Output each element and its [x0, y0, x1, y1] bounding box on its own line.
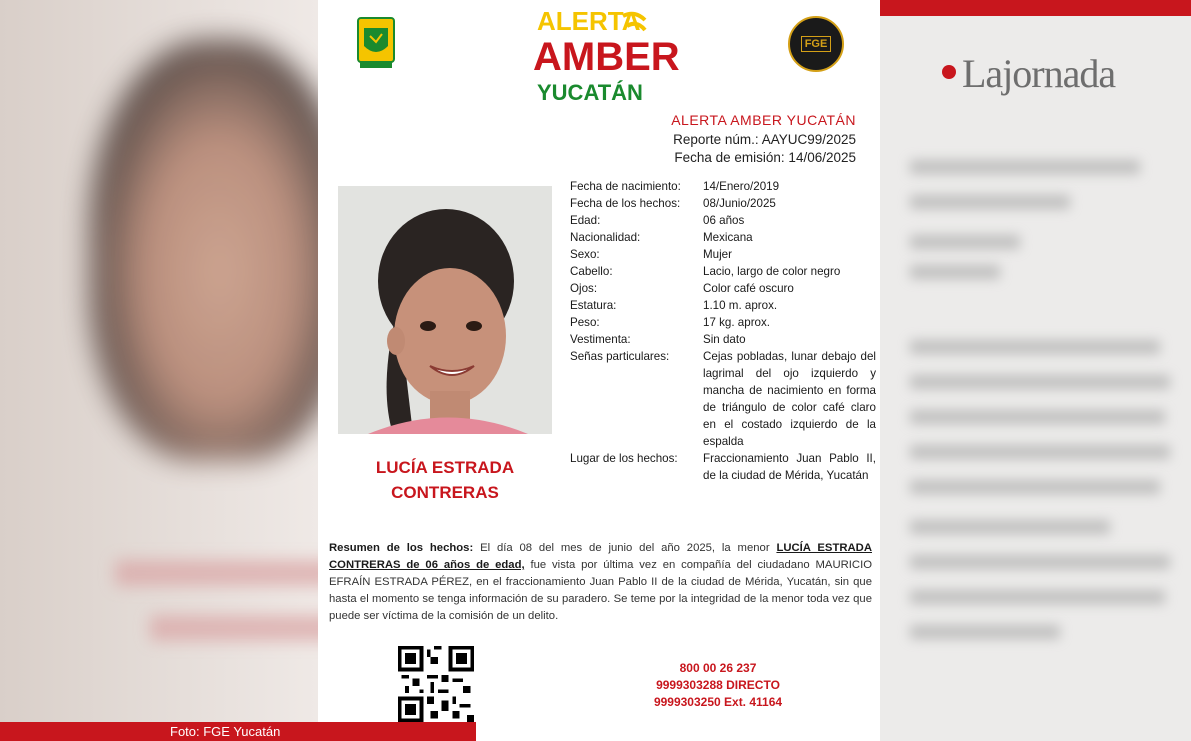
detail-row: Estatura: 1.10 m. aprox.	[570, 299, 778, 312]
logo-line-amber: AMBER	[533, 35, 680, 79]
blurred-background-right	[880, 0, 1191, 741]
contact-phones	[618, 660, 818, 711]
photo-credit: Foto: FGE Yucatán	[170, 724, 281, 739]
alert-title: ALERTA AMBER YUCATÁN	[671, 112, 856, 128]
logo-line-yucatan: YUCATÁN	[537, 80, 643, 105]
detail-row: Edad: 06 años	[570, 214, 745, 227]
summary-highlight: LUCÍA ESTRADA CONTRERAS de 06 años de edad,	[329, 542, 872, 571]
blurred-text	[115, 560, 335, 586]
detail-row: Lugar de los hechos: Fraccionamiento Juan Pablo II, de la ciudad de Mérida, Yucatán	[570, 452, 876, 482]
blurred-text	[150, 615, 340, 641]
child-portrait	[338, 186, 552, 434]
child-name-line1: LUCÍA ESTRADA	[375, 458, 515, 477]
logo-line-alerta: ALERTA	[537, 6, 641, 36]
detail-row: Fecha de nacimiento: 14/Enero/2019	[570, 180, 780, 193]
alerta-amber-logo	[533, 6, 680, 106]
detail-row: Sexo: Mujer	[570, 248, 732, 261]
phone-line: 800 00 26 237	[679, 661, 757, 675]
logo-dot-icon	[942, 65, 956, 79]
amber-alert-poster	[318, 0, 880, 741]
summary-label: Resumen de los hechos:	[329, 542, 474, 554]
detail-row: Señas particulares: Cejas pobladas, lunar debajo del lagrimal del ojo izquierdo y mancha de nacimiento en forma de triángulo de color café claro en el costado izquierdo de la espalda	[570, 350, 876, 448]
yucatan-coat-of-arms-icon	[356, 16, 396, 70]
detail-row: Vestimenta: Sin dato	[570, 333, 746, 346]
detail-row: Cabello: Lacio, largo de color negro	[570, 265, 841, 278]
child-name-line2: CONTRERAS	[391, 483, 499, 502]
detail-row: Nacionalidad: Mexicana	[570, 231, 753, 244]
report-number: Reporte núm.: AAYUC99/2025	[673, 132, 856, 147]
details-table	[570, 178, 876, 484]
facts-summary: Resumen de los hechos: El día 08 del mes de junio del año 2025, la menor LUCÍA ESTRADA CONTRERAS de 06 años de edad, fue vista por última vez en compañía del ciudadano MAURICIO EFRAÍN ESTRADA PÉREZ, en el fraccionamiento Juan Pablo II de la ciudad de Mérida, Yucatán, sin que hasta el momento se tenga información de su paradero. Se teme por la integridad de la menor toda vez que puede ser víctima de la comisión de un delito.	[329, 542, 872, 622]
detail-row: Fecha de los hechos: 08/Junio/2025	[570, 197, 776, 210]
fge-seal-icon: FGE	[788, 16, 844, 72]
blurred-photo	[90, 40, 350, 460]
issue-date: Fecha de emisión: 14/06/2025	[674, 150, 856, 165]
phone-line: 9999303288 DIRECTO	[656, 678, 780, 692]
blurred-background-left	[0, 0, 318, 741]
detail-row: Ojos: Color café oscuro	[570, 282, 794, 295]
qr-code-icon[interactable]	[398, 646, 474, 722]
missing-child-photo	[338, 186, 552, 434]
la-jornada-logo: Lajornada	[942, 50, 1115, 97]
detail-row: Peso: 17 kg. aprox.	[570, 316, 771, 329]
phone-line: 9999303250 Ext. 41164	[653, 695, 783, 709]
